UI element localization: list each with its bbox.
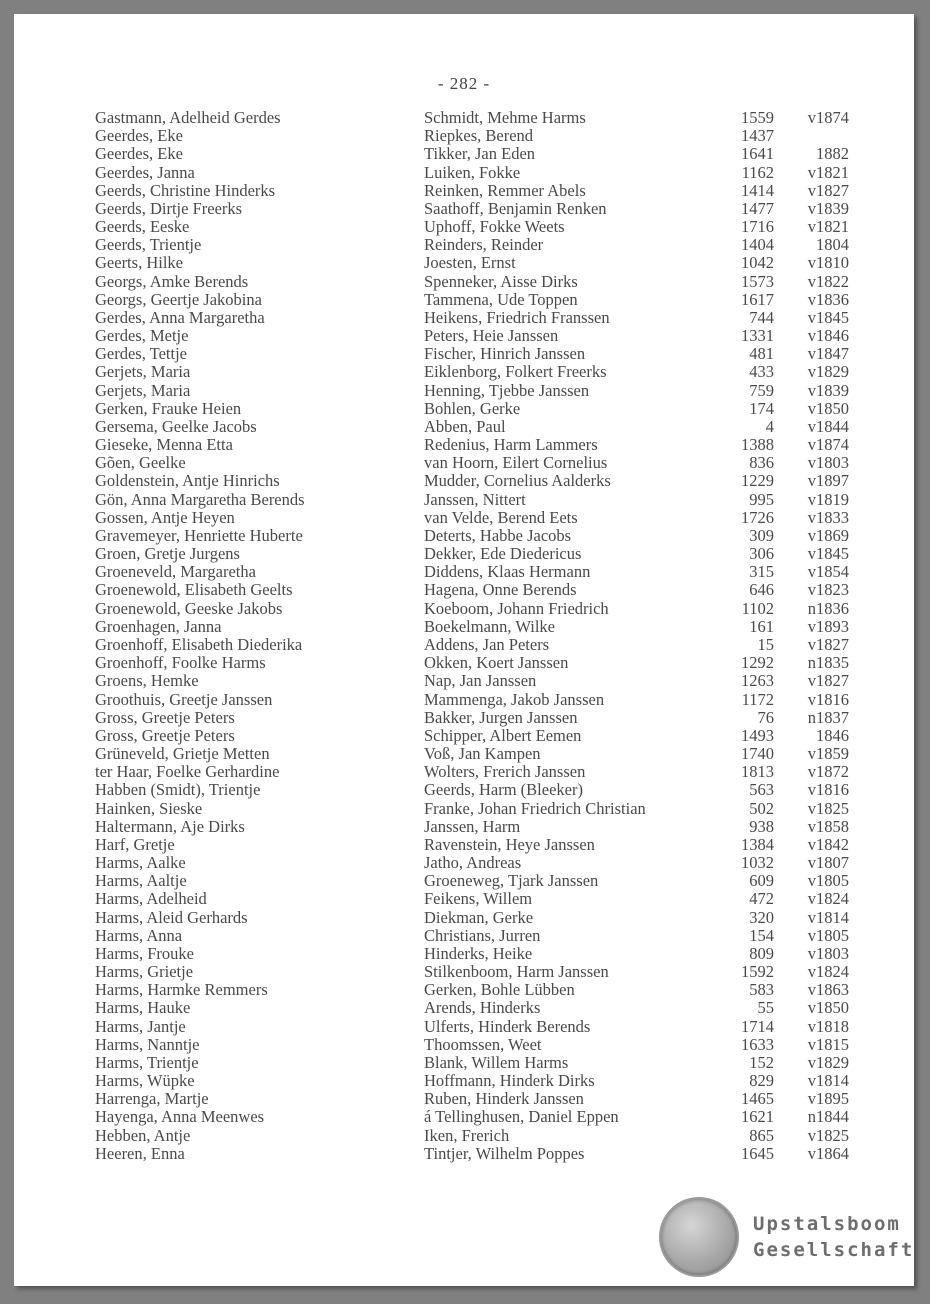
person-name: Goldenstein, Antje Hinrichs <box>95 471 280 491</box>
spouse-name: Okken, Koert Janssen <box>424 653 569 673</box>
register-row <box>14 309 914 327</box>
entry-number: 938 <box>749 816 774 836</box>
marriage-year: n1837 <box>807 707 849 727</box>
marriage-year: v1872 <box>807 762 849 782</box>
entry-number: 154 <box>749 925 774 945</box>
register-list <box>14 109 914 1163</box>
person-name: ter Haar, Foelke Gerhardine <box>95 762 280 782</box>
person-name: Harms, Aleid Gerhards <box>95 907 248 927</box>
entry-number: 829 <box>749 1071 774 1091</box>
person-name: Gross, Greetje Peters <box>95 707 235 727</box>
spouse-name: Diekman, Gerke <box>424 907 534 927</box>
person-name: Habben (Smidt), Trientje <box>95 780 261 800</box>
register-row <box>14 709 914 727</box>
marriage-year: 1804 <box>816 235 849 255</box>
entry-number: 320 <box>749 907 774 927</box>
entry-number: 1263 <box>741 671 774 691</box>
register-row <box>14 345 914 363</box>
marriage-year: n1835 <box>807 653 849 673</box>
entry-number: 646 <box>749 580 774 600</box>
person-name: Gerjets, Maria <box>95 380 191 400</box>
register-row <box>14 727 914 745</box>
entry-number: 1437 <box>741 126 774 146</box>
entry-number: 4 <box>765 416 774 436</box>
spouse-name: Fischer, Hinrich Janssen <box>424 344 586 364</box>
spouse-name: Diddens, Klaas Hermann <box>424 562 591 582</box>
spouse-name: Bakker, Jurgen Janssen <box>424 707 578 727</box>
marriage-year: v1825 <box>807 798 849 818</box>
person-name: Groothuis, Greetje Janssen <box>95 689 273 709</box>
spouse-name: van Hoorn, Eilert Cornelius <box>424 453 608 473</box>
marriage-year: v1842 <box>807 834 849 854</box>
spouse-name: Groeneweg, Tjark Janssen <box>424 871 599 891</box>
register-row <box>14 400 914 418</box>
spouse-name: Mudder, Cornelius Aalderks <box>424 471 611 491</box>
register-row <box>14 909 914 927</box>
entry-number: 744 <box>749 307 774 327</box>
marriage-year: v1807 <box>807 853 849 873</box>
register-row <box>14 654 914 672</box>
marriage-year: v1847 <box>807 344 849 364</box>
marriage-year: v1810 <box>807 253 849 273</box>
entry-number: 865 <box>749 1125 774 1145</box>
spouse-name: van Velde, Berend Eets <box>424 507 578 527</box>
person-name: Geerds, Trientje <box>95 235 202 255</box>
entry-number: 1714 <box>741 1016 774 1036</box>
spouse-name: Reinders, Reinder <box>424 235 544 255</box>
register-row <box>14 981 914 999</box>
person-name: Gravemeyer, Henriette Huberte <box>95 525 303 545</box>
document-page <box>14 14 914 1286</box>
person-name: Geerds, Eeske <box>95 217 190 237</box>
marriage-year: v1863 <box>807 980 849 1000</box>
marriage-year: v1858 <box>807 816 849 836</box>
person-name: Harms, Frouke <box>95 943 194 963</box>
entry-number: 1414 <box>741 180 774 200</box>
register-row <box>14 509 914 527</box>
person-name: Gossen, Antje Heyen <box>95 507 235 527</box>
person-name: Georgs, Amke Berends <box>95 271 249 291</box>
spouse-name: Tammena, Ude Toppen <box>424 289 578 309</box>
spouse-name: Hoffmann, Hinderk Dirks <box>424 1071 595 1091</box>
entry-number: 809 <box>749 943 774 963</box>
entry-number: 1404 <box>741 235 774 255</box>
marriage-year: v1824 <box>807 962 849 982</box>
person-name: Groen, Gretje Jurgens <box>95 544 240 564</box>
spouse-name: Feikens, Willem <box>424 889 533 909</box>
marriage-year: v1854 <box>807 562 849 582</box>
register-row <box>14 491 914 509</box>
spouse-name: Christians, Jurren <box>424 925 541 945</box>
register-row <box>14 927 914 945</box>
spouse-name: Koeboom, Johann Friedrich <box>424 598 609 618</box>
person-name: Harms, Trientje <box>95 1052 199 1072</box>
entry-number: 306 <box>749 544 774 564</box>
spouse-name: Boekelmann, Wilke <box>424 616 556 636</box>
entry-number: 161 <box>749 616 774 636</box>
person-name: Harms, Grietje <box>95 962 194 982</box>
spouse-name: Franke, Johan Friedrich Christian <box>424 798 646 818</box>
entry-number: 1641 <box>741 144 774 164</box>
person-name: Gross, Greetje Peters <box>95 725 235 745</box>
marriage-year: v1850 <box>807 998 849 1018</box>
seal-emblem-icon <box>659 1197 739 1277</box>
register-row <box>14 854 914 872</box>
register-row <box>14 781 914 799</box>
register-row <box>14 691 914 709</box>
register-row <box>14 454 914 472</box>
spouse-name: Hagena, Onne Berends <box>424 580 577 600</box>
entry-number: 1645 <box>741 1143 774 1163</box>
person-name: Heeren, Enna <box>95 1143 185 1163</box>
person-name: Hayenga, Anna Meenwes <box>95 1107 265 1127</box>
entry-number: 1617 <box>741 289 774 309</box>
register-row <box>14 818 914 836</box>
marriage-year: v1805 <box>807 871 849 891</box>
marriage-year: v1897 <box>807 471 849 491</box>
marriage-year: v1829 <box>807 362 849 382</box>
spouse-name: Blank, Willem Harms <box>424 1052 569 1072</box>
spouse-name: Wolters, Frerich Janssen <box>424 762 586 782</box>
entry-number: 1477 <box>741 198 774 218</box>
entry-number: 472 <box>749 889 774 909</box>
spouse-name: Ravenstein, Heye Janssen <box>424 834 595 854</box>
register-row <box>14 800 914 818</box>
spouse-name: Henning, Tjebbe Janssen <box>424 380 590 400</box>
marriage-year: v1827 <box>807 634 849 654</box>
marriage-year: v1821 <box>807 217 849 237</box>
spouse-name: Stilkenboom, Harm Janssen <box>424 962 609 982</box>
entry-number: 836 <box>749 453 774 473</box>
marriage-year: n1844 <box>807 1107 849 1127</box>
register-row <box>14 963 914 981</box>
spouse-name: Reinken, Remmer Abels <box>424 180 586 200</box>
entry-number: 995 <box>749 489 774 509</box>
marriage-year: v1836 <box>807 289 849 309</box>
register-row <box>14 472 914 490</box>
person-name: Harms, Nanntje <box>95 1034 200 1054</box>
spouse-name: Saathoff, Benjamin Renken <box>424 198 607 218</box>
marriage-year: v1827 <box>807 671 849 691</box>
spouse-name: Eiklenborg, Folkert Freerks <box>424 362 607 382</box>
marriage-year: v1874 <box>807 435 849 455</box>
marriage-year: v1874 <box>807 108 849 127</box>
entry-number: 76 <box>757 707 774 727</box>
person-name: Gastmann, Adelheid Gerdes <box>95 108 281 127</box>
logo-text <box>753 1211 914 1263</box>
register-row <box>14 327 914 345</box>
register-row <box>14 363 914 381</box>
person-name: Harms, Aaltje <box>95 871 187 891</box>
register-row <box>14 581 914 599</box>
person-name: Geerdes, Eke <box>95 144 183 164</box>
marriage-year: v1845 <box>807 544 849 564</box>
register-row <box>14 418 914 436</box>
marriage-year: v1816 <box>807 780 849 800</box>
entry-number: 152 <box>749 1052 774 1072</box>
register-row <box>14 200 914 218</box>
marriage-year: v1895 <box>807 1089 849 1109</box>
marriage-year: v1816 <box>807 689 849 709</box>
marriage-year: v1893 <box>807 616 849 636</box>
entry-number: 1102 <box>741 598 774 618</box>
marriage-year: v1818 <box>807 1016 849 1036</box>
person-name: Hainken, Sieske <box>95 798 203 818</box>
logo-line-2: Gesellschaft <box>753 1239 915 1261</box>
entry-number: 1621 <box>741 1107 774 1127</box>
register-row <box>14 1145 914 1163</box>
spouse-name: Arends, Hinderks <box>424 998 541 1018</box>
person-name: Groens, Hemke <box>95 671 199 691</box>
spouse-name: Ruben, Hinderk Janssen <box>424 1089 584 1109</box>
person-name: Gerken, Frauke Heien <box>95 398 242 418</box>
entry-number: 1229 <box>741 471 774 491</box>
entry-number: 315 <box>749 562 774 582</box>
spouse-name: Iken, Frerich <box>424 1125 510 1145</box>
entry-number: 1559 <box>741 108 774 127</box>
marriage-year: v1819 <box>807 489 849 509</box>
marriage-year: v1821 <box>807 162 849 182</box>
person-name: Geerts, Hilke <box>95 253 183 273</box>
spouse-name: Voß, Jan Kampen <box>424 744 541 764</box>
spouse-name: Janssen, Harm <box>424 816 521 836</box>
entry-number: 1388 <box>741 435 774 455</box>
marriage-year: v1827 <box>807 180 849 200</box>
register-row <box>14 836 914 854</box>
society-logo <box>659 1197 914 1277</box>
register-row <box>14 1127 914 1145</box>
entry-number: 15 <box>757 634 774 654</box>
register-row <box>14 236 914 254</box>
marriage-year: 1882 <box>816 144 849 164</box>
person-name: Groenhagen, Janna <box>95 616 222 636</box>
register-row <box>14 636 914 654</box>
person-name: Groenhoff, Elisabeth Diederika <box>95 634 303 654</box>
register-row <box>14 872 914 890</box>
entry-number: 1384 <box>741 834 774 854</box>
marriage-year: v1839 <box>807 380 849 400</box>
marriage-year: v1825 <box>807 1125 849 1145</box>
register-row <box>14 1036 914 1054</box>
marriage-year: v1844 <box>807 416 849 436</box>
person-name: Gerdes, Metje <box>95 326 189 346</box>
person-name: Harms, Aalke <box>95 853 186 873</box>
entry-number: 1042 <box>741 253 774 273</box>
person-name: Groenhoff, Foolke Harms <box>95 653 266 673</box>
spouse-name: Schmidt, Mehme Harms <box>424 108 586 127</box>
entry-number: 55 <box>757 998 774 1018</box>
entry-number: 1592 <box>741 962 774 982</box>
person-name: Geerds, Dirtje Freerks <box>95 198 243 218</box>
spouse-name: Nap, Jan Janssen <box>424 671 537 691</box>
register-row <box>14 1108 914 1126</box>
marriage-year: v1824 <box>807 889 849 909</box>
person-name: Harms, Anna <box>95 925 183 945</box>
register-row <box>14 145 914 163</box>
marriage-year: v1823 <box>807 580 849 600</box>
entry-number: 609 <box>749 871 774 891</box>
spouse-name: Bohlen, Gerke <box>424 398 521 418</box>
person-name: Gieseke, Menna Etta <box>95 435 233 455</box>
register-row <box>14 890 914 908</box>
spouse-name: Geerds, Harm (Bleeker) <box>424 780 583 800</box>
entry-number: 1172 <box>741 689 774 709</box>
spouse-name: Addens, Jan Peters <box>424 634 550 654</box>
person-name: Harms, Harmke Remmers <box>95 980 268 1000</box>
register-row <box>14 291 914 309</box>
marriage-year: v1805 <box>807 925 849 945</box>
marriage-year: v1815 <box>807 1034 849 1054</box>
marriage-year: v1814 <box>807 907 849 927</box>
spouse-name: Thoomssen, Weet <box>424 1034 542 1054</box>
register-row <box>14 1090 914 1108</box>
entry-number: 433 <box>749 362 774 382</box>
person-name: Haltermann, Aje Dirks <box>95 816 245 836</box>
register-row <box>14 127 914 145</box>
register-row <box>14 218 914 236</box>
marriage-year: v1850 <box>807 398 849 418</box>
register-row <box>14 999 914 1017</box>
spouse-name: Riepkes, Berend <box>424 126 534 146</box>
entry-number: 502 <box>749 798 774 818</box>
entry-number: 759 <box>749 380 774 400</box>
entry-number: 481 <box>749 344 774 364</box>
entry-number: 1716 <box>741 217 774 237</box>
spouse-name: Tintjer, Wilhelm Poppes <box>424 1143 585 1163</box>
entry-number: 583 <box>749 980 774 1000</box>
register-row <box>14 945 914 963</box>
person-name: Gersema, Geelke Jacobs <box>95 416 257 436</box>
register-row <box>14 1072 914 1090</box>
person-name: Gerjets, Maria <box>95 362 191 382</box>
spouse-name: Redenius, Harm Lammers <box>424 435 598 455</box>
register-row <box>14 436 914 454</box>
marriage-year: v1822 <box>807 271 849 291</box>
entry-number: 1465 <box>741 1089 774 1109</box>
register-row <box>14 182 914 200</box>
person-name: Georgs, Geertje Jakobina <box>95 289 262 309</box>
entry-number: 1493 <box>741 725 774 745</box>
register-row <box>14 600 914 618</box>
marriage-year: n1836 <box>807 598 849 618</box>
entry-number: 309 <box>749 525 774 545</box>
marriage-year: v1803 <box>807 943 849 963</box>
spouse-name: Gerken, Bohle Lübben <box>424 980 575 1000</box>
spouse-name: Hinderks, Heike <box>424 943 533 963</box>
entry-number: 1573 <box>741 271 774 291</box>
marriage-year: v1859 <box>807 744 849 764</box>
entry-number: 1331 <box>741 326 774 346</box>
spouse-name: á Tellinghusen, Daniel Eppen <box>424 1107 619 1127</box>
register-row <box>14 273 914 291</box>
spouse-name: Joesten, Ernst <box>424 253 516 273</box>
entry-number: 1162 <box>741 162 774 182</box>
person-name: Hebben, Antje <box>95 1125 191 1145</box>
marriage-year: v1814 <box>807 1071 849 1091</box>
register-row <box>14 618 914 636</box>
marriage-year: v1845 <box>807 307 849 327</box>
register-row <box>14 164 914 182</box>
spouse-name: Abben, Paul <box>424 416 506 436</box>
spouse-name: Uphoff, Fokke Weets <box>424 217 565 237</box>
person-name: Groenewold, Geeske Jakobs <box>95 598 283 618</box>
register-row <box>14 1054 914 1072</box>
register-row <box>14 672 914 690</box>
person-name: Geerdes, Janna <box>95 162 195 182</box>
entry-number: 1292 <box>741 653 774 673</box>
person-name: Harms, Adelheid <box>95 889 207 909</box>
marriage-year: 1846 <box>816 725 849 745</box>
spouse-name: Dekker, Ede Diedericus <box>424 544 582 564</box>
spouse-name: Janssen, Nittert <box>424 489 526 509</box>
marriage-year: v1833 <box>807 507 849 527</box>
person-name: Harms, Jantje <box>95 1016 186 1036</box>
spouse-name: Spenneker, Aisse Dirks <box>424 271 578 291</box>
person-name: Groeneveld, Margaretha <box>95 562 256 582</box>
spouse-name: Ulferts, Hinderk Berends <box>424 1016 591 1036</box>
person-name: Grüneveld, Grietje Metten <box>95 744 270 764</box>
spouse-name: Peters, Heie Janssen <box>424 326 559 346</box>
person-name: Groenewold, Elisabeth Geelts <box>95 580 293 600</box>
page-number: - 282 - <box>437 74 491 93</box>
spouse-name: Deterts, Habbe Jacobs <box>424 525 572 545</box>
entry-number: 174 <box>749 398 774 418</box>
person-name: Gõen, Geelke <box>95 453 186 473</box>
spouse-name: Jatho, Andreas <box>424 853 522 873</box>
person-name: Harrenga, Martje <box>95 1089 209 1109</box>
person-name: Gerdes, Tettje <box>95 344 188 364</box>
person-name: Gön, Anna Margaretha Berends <box>95 489 305 509</box>
person-name: Geerds, Christine Hinderks <box>95 180 276 200</box>
marriage-year: v1846 <box>807 326 849 346</box>
marriage-year: v1839 <box>807 198 849 218</box>
marriage-year: v1829 <box>807 1052 849 1072</box>
logo-line-1: Upstalsboom <box>753 1213 901 1235</box>
register-row <box>14 745 914 763</box>
spouse-name: Schipper, Albert Eemen <box>424 725 582 745</box>
person-name: Geerdes, Eke <box>95 126 183 146</box>
entry-number: 1740 <box>741 744 774 764</box>
spouse-name: Mammenga, Jakob Janssen <box>424 689 605 709</box>
person-name: Harms, Wüpke <box>95 1071 195 1091</box>
entry-number: 563 <box>749 780 774 800</box>
person-name: Harf, Gretje <box>95 834 175 854</box>
register-row <box>14 545 914 563</box>
register-row <box>14 382 914 400</box>
spouse-name: Luiken, Fokke <box>424 162 521 182</box>
register-row <box>14 1018 914 1036</box>
register-row <box>14 563 914 581</box>
person-name: Gerdes, Anna Margaretha <box>95 307 265 327</box>
entry-number: 1813 <box>741 762 774 782</box>
entry-number: 1633 <box>741 1034 774 1054</box>
entry-number: 1726 <box>741 507 774 527</box>
register-row <box>14 254 914 272</box>
marriage-year: v1869 <box>807 525 849 545</box>
spouse-name: Heikens, Friedrich Franssen <box>424 307 610 327</box>
marriage-year: v1803 <box>807 453 849 473</box>
register-row <box>14 763 914 781</box>
register-row <box>14 527 914 545</box>
entry-number: 1032 <box>741 853 774 873</box>
marriage-year: v1864 <box>807 1143 849 1163</box>
spouse-name: Tikker, Jan Eden <box>424 144 536 164</box>
person-name: Harms, Hauke <box>95 998 191 1018</box>
register-row <box>14 109 914 127</box>
